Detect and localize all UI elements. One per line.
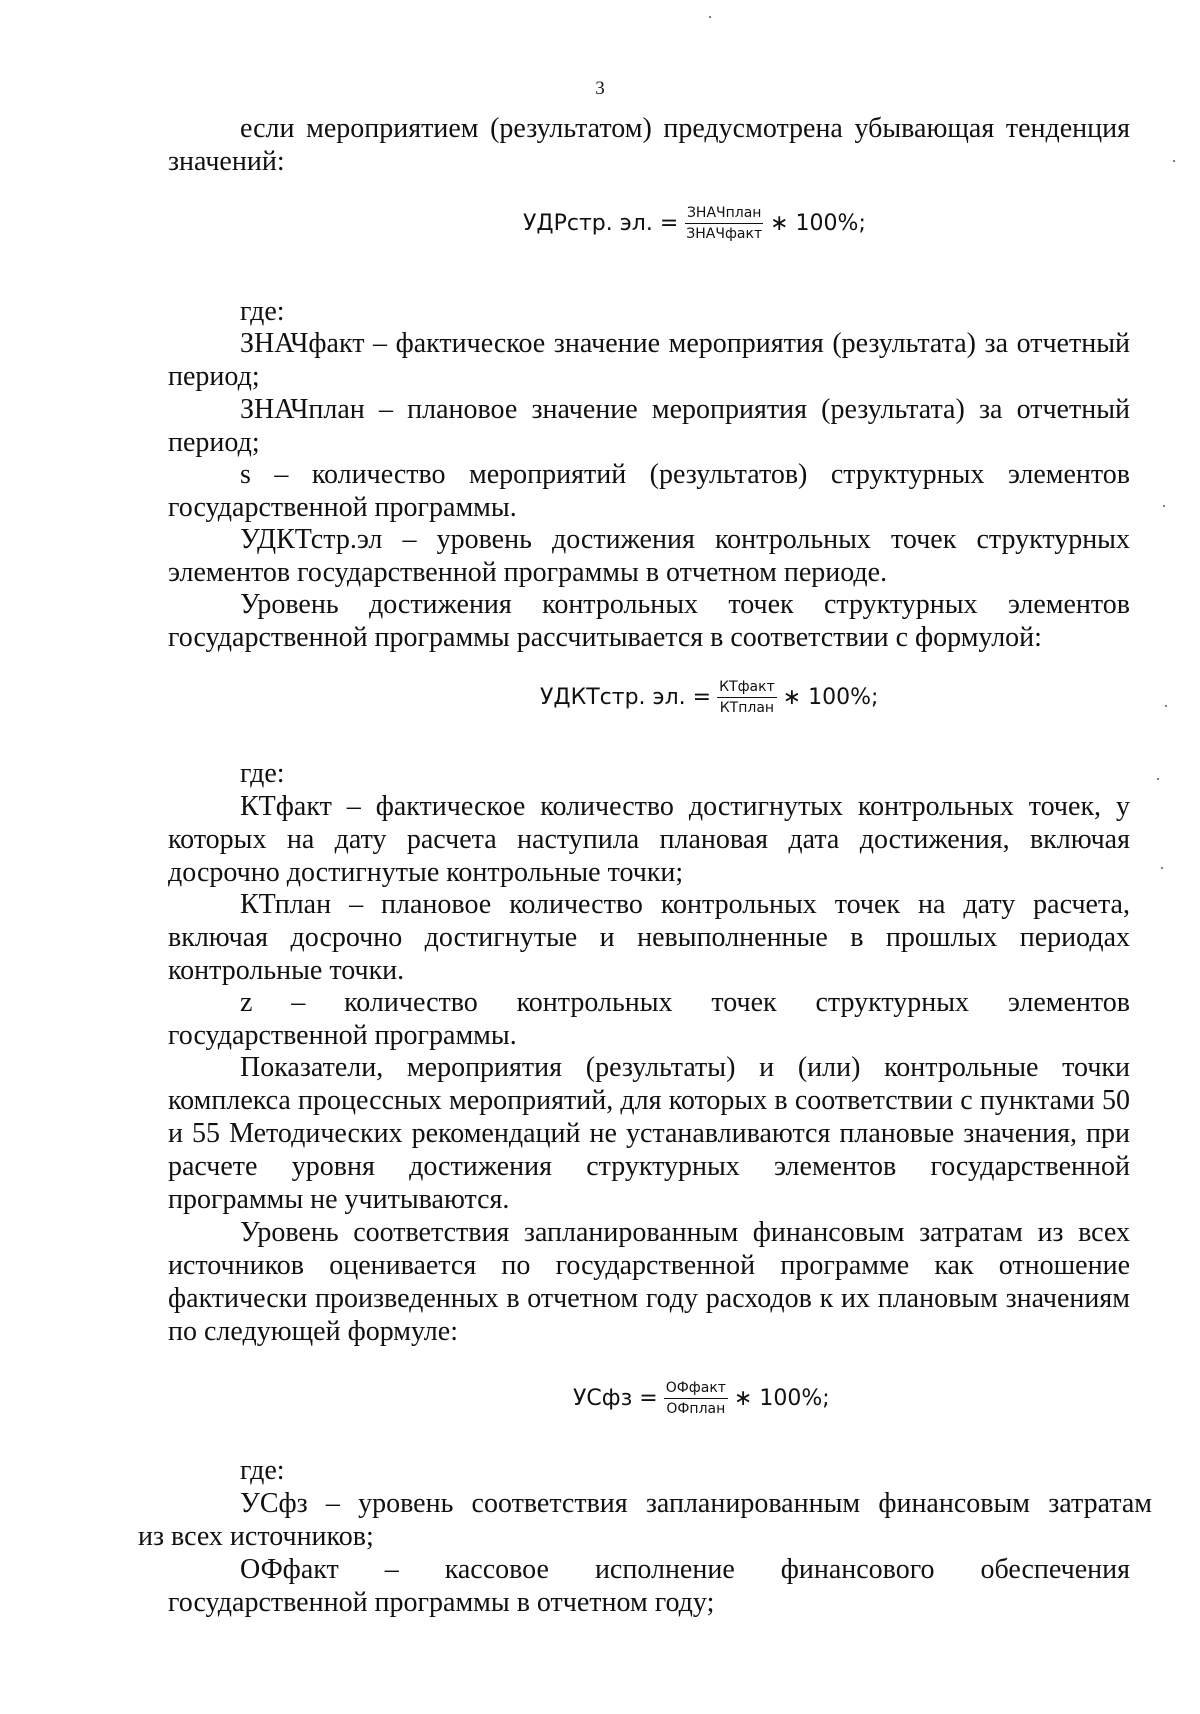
- formula-usfz-denominator: ОФплан: [666, 1401, 726, 1417]
- definition-of-fakt-line-2: государственной программы в отчетном году;: [168, 1587, 715, 1618]
- formula-udkt-denominator: КТплан: [719, 700, 775, 716]
- where-label-1: где:: [240, 296, 285, 327]
- formula-udr-lhs: УДРстр. эл. =: [523, 211, 679, 236]
- definition-kt-fakt: КТфакт – фактическое количество достигнутых контрольных точек, у которых на дату расчета наступила плановая дата достижения, включая досрочно достигнутые контрольные точки;: [168, 791, 1130, 888]
- formula-usfz-numerator: ОФфакт: [664, 1380, 728, 1399]
- formula-udkt-numerator: КТфакт: [717, 679, 777, 698]
- formula-udr-rhs: ∗ 100%;: [770, 211, 866, 236]
- formula-udr: [523, 205, 866, 242]
- formula-udkt-fraction: [717, 679, 777, 716]
- formula-usfz-lhs: УСфз =: [573, 1386, 658, 1411]
- formula-udr-numerator: ЗНАЧплан: [685, 205, 764, 224]
- paragraph-level-formula: Уровень достижения контрольных точек структурных элементов государственной программы рассчитывается в соответствии с формулой:: [168, 589, 1130, 653]
- paragraph-decreasing-trend: если мероприятием (результатом) предусмотрена убывающая тенденция значений:: [168, 113, 1130, 177]
- where-label-2: где:: [240, 758, 285, 789]
- definition-s: s – количество мероприятий (результатов) структурных элементов государственной программы.: [168, 459, 1130, 523]
- definition-of-fakt-line-1: ОФфакт – кассовое исполнение финансового обеспечения: [240, 1554, 1130, 1585]
- definition-usfz-line-2: из всех источников;: [138, 1521, 374, 1552]
- page-number: 3: [595, 78, 605, 99]
- definition-znach-fakt: ЗНАЧфакт – фактическое значение мероприятия (результата) за отчетный период;: [168, 328, 1130, 392]
- scan-speck: [709, 16, 711, 18]
- paragraph-indicators: Показатели, мероприятия (результаты) и (или) контрольные точки комплекса процессных мероприятий, для которых в соответствии с пунктами 50 и 55 Методических рекомендаций не устанавливаются плановые значения, при расчете уровня достижения структурных элементов государственной программы не учитываются.: [168, 1052, 1130, 1215]
- where-label-3: где:: [240, 1455, 285, 1486]
- definition-znach-plan: ЗНАЧплан – плановое значение мероприятия (результата) за отчетный период;: [168, 394, 1130, 458]
- scan-speck: [1161, 867, 1163, 869]
- paragraph-compliance: Уровень соответствия запланированным финансовым затратам из всех источников оценивается по государственной программе как отношение фактически произведенных в отчетном году расходов к их плановым значениям по следующей формуле:: [168, 1217, 1130, 1347]
- definition-usfz-line-1: УСфз – уровень соответствия запланированным финансовым затратам: [240, 1488, 1152, 1519]
- formula-udr-denominator: ЗНАЧфакт: [686, 226, 763, 242]
- formula-udkt-rhs: ∗ 100%;: [782, 685, 879, 710]
- definition-z: z – количество контрольных точек структурных элементов государственной программы.: [168, 987, 1130, 1051]
- formula-usfz-rhs: ∗ 100%;: [733, 1386, 830, 1411]
- scan-speck: [1165, 705, 1167, 707]
- formula-usfz-fraction: [664, 1380, 728, 1417]
- formula-usfz: [573, 1380, 830, 1417]
- definition-kt-plan: КТплан – плановое количество контрольных точек на дату расчета, включая досрочно достигнутые и невыполненные в прошлых периодах контрольные точки.: [168, 889, 1130, 986]
- scan-speck: [1173, 160, 1175, 162]
- scan-speck: [1157, 778, 1159, 780]
- definition-udkt: УДКТстр.эл – уровень достижения контрольных точек структурных элементов государственной программы в отчетном периоде.: [168, 524, 1130, 588]
- formula-udkt: [540, 679, 878, 716]
- formula-udkt-lhs: УДКТстр. эл. =: [540, 685, 712, 710]
- formula-udr-fraction: [684, 205, 764, 242]
- scan-speck: [1163, 505, 1165, 507]
